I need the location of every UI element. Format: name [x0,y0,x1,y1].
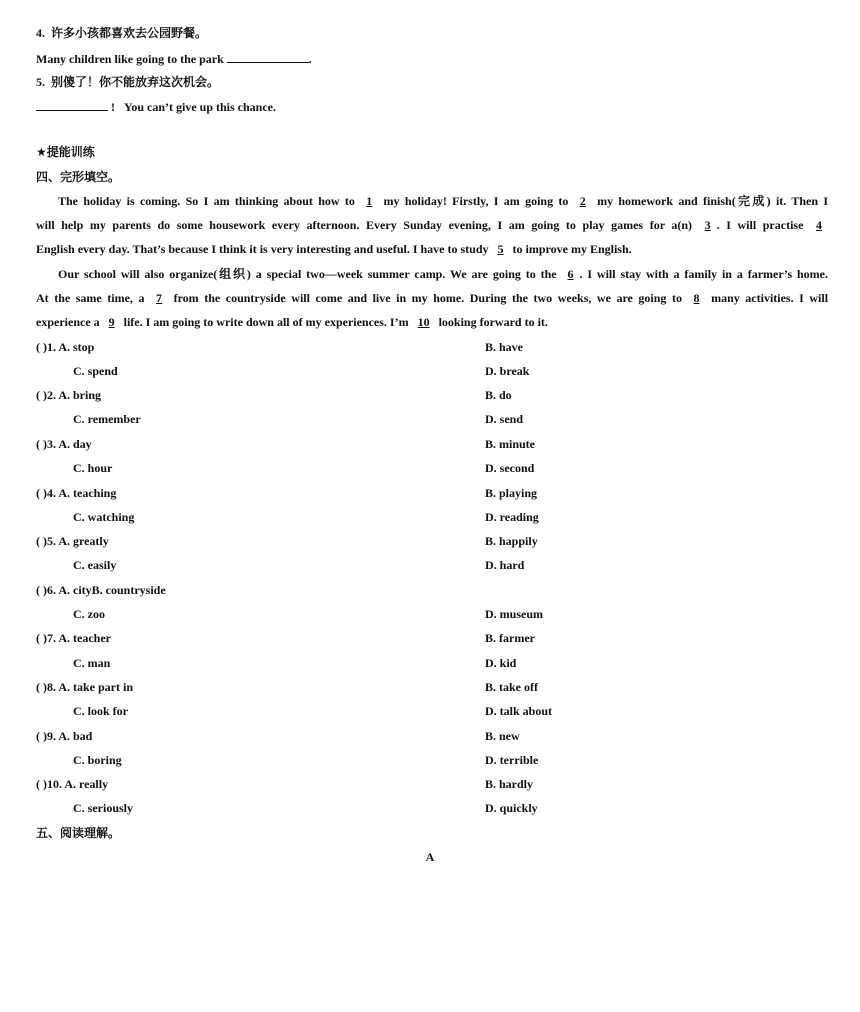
answer-blank[interactable] [36,98,108,111]
question-1-option-c[interactable]: C. spend [73,364,118,378]
question-1-option-d[interactable]: D. break [485,364,530,378]
reading-passage-label: A [425,850,435,864]
blank-number: 10 [417,315,430,329]
blank-number: 3 [704,218,711,232]
question-9-option-c[interactable]: C. boring [73,753,122,767]
question-9-option-d[interactable]: D. terrible [485,753,539,767]
question-3-option-c[interactable]: C. hour [73,461,113,475]
question-10-option-d[interactable]: D. quickly [485,801,538,815]
question-8-option-b[interactable]: B. take off [485,680,538,694]
passage-line: experience a 9 life. I am going to write down all of my experiences. I’m 10 looking forward to it. [36,315,548,329]
blank-number: 6 [567,267,574,281]
question-6-option-d[interactable]: D. museum [485,607,544,621]
question-9-option-b[interactable]: B. new [485,729,520,743]
blank-number: 7 [156,291,163,305]
question-3-option-b[interactable]: B. minute [485,437,536,451]
question-2-option-d[interactable]: D. send [485,412,524,426]
question-5-option-c[interactable]: C. easily [73,558,117,572]
question-10-option-c[interactable]: C. seriously [73,801,133,815]
translation-q4-prompt: 4. 许多小孩都喜欢去公园野餐。 [36,26,208,40]
section-reading-heading: 五、阅读理解。 [36,826,121,840]
question-6-option-a[interactable]: ( )6. A. cityB. countryside [36,583,166,597]
question-1-option-a[interactable]: ( )1. A. stop [36,340,95,354]
question-8-option-d[interactable]: D. talk about [485,704,553,718]
passage-line: At the same time, a 7 from the countryside will come and live in my home. During the two weeks, we are going to 8 many activities. I will [36,291,829,305]
question-10-option-b[interactable]: B. hardly [485,777,534,791]
passage-line: will help my parents do some housework every afternoon. Every Sunday evening, I am going to play games for a(n) 3 . I will practise 4 [36,217,828,233]
blank-number: 8 [693,291,700,305]
question-4-option-c[interactable]: C. watching [73,510,135,524]
question-5-option-b[interactable]: B. happily [485,534,538,548]
blank-number: 1 [366,194,373,208]
question-2-option-c[interactable]: C. remember [73,412,141,426]
question-4-option-d[interactable]: D. reading [485,510,539,524]
question-3-option-d[interactable]: D. second [485,461,535,475]
blank-number: 4 [816,218,823,232]
question-7-option-a[interactable]: ( )7. A. teacher [36,631,111,645]
translation-q4-answer: Many children like going to the park . [36,52,312,66]
blank-number: 2 [579,194,586,208]
question-5-option-a[interactable]: ( )5. A. greatly [36,534,109,548]
question-5-option-d[interactable]: D. hard [485,558,525,572]
section-training-heading: ★提能训练 [36,145,95,159]
question-7-option-c[interactable]: C. man [73,656,111,670]
question-8-option-c[interactable]: C. look for [73,704,128,718]
passage-line: English every day. That’s because I think it is very interesting and useful. I have to study 5 to improve my English. [36,242,632,256]
question-9-option-a[interactable]: ( )9. A. bad [36,729,93,743]
question-7-option-b[interactable]: B. farmer [485,631,535,645]
question-1-option-b[interactable]: B. have [485,340,524,354]
question-3-option-a[interactable]: ( )3. A. day [36,437,92,451]
passage-line: Our school will also organize(组织) a special two—week summer camp. We are going to the 6 . I will stay with a family in a farmer’s home. [58,267,828,281]
section-cloze-heading: 四、完形填空。 [36,170,121,184]
question-7-option-d[interactable]: D. kid [485,656,517,670]
passage-line: The holiday is coming. So I am thinking about how to 1 my holiday! Firstly, I am going to 2 my homework and finish(完成) it. Then I [58,194,829,208]
question-4-option-b[interactable]: B. playing [485,486,538,500]
blank-number: 5 [497,242,504,256]
answer-blank[interactable] [227,50,309,63]
question-10-option-a[interactable]: ( )10. A. really [36,777,109,791]
question-2-option-b[interactable]: B. do [485,388,512,402]
question-2-option-a[interactable]: ( )2. A. bring [36,388,102,402]
question-6-option-c[interactable]: C. zoo [73,607,105,621]
blank-number: 9 [108,315,115,329]
translation-q5-answer: ! You can’t give up this chance. [36,98,276,115]
question-8-option-a[interactable]: ( )8. A. take part in [36,680,133,694]
translation-q5-prompt: 5. 别傻了！你不能放弃这次机会。 [36,75,220,89]
question-4-option-a[interactable]: ( )4. A. teaching [36,486,117,500]
